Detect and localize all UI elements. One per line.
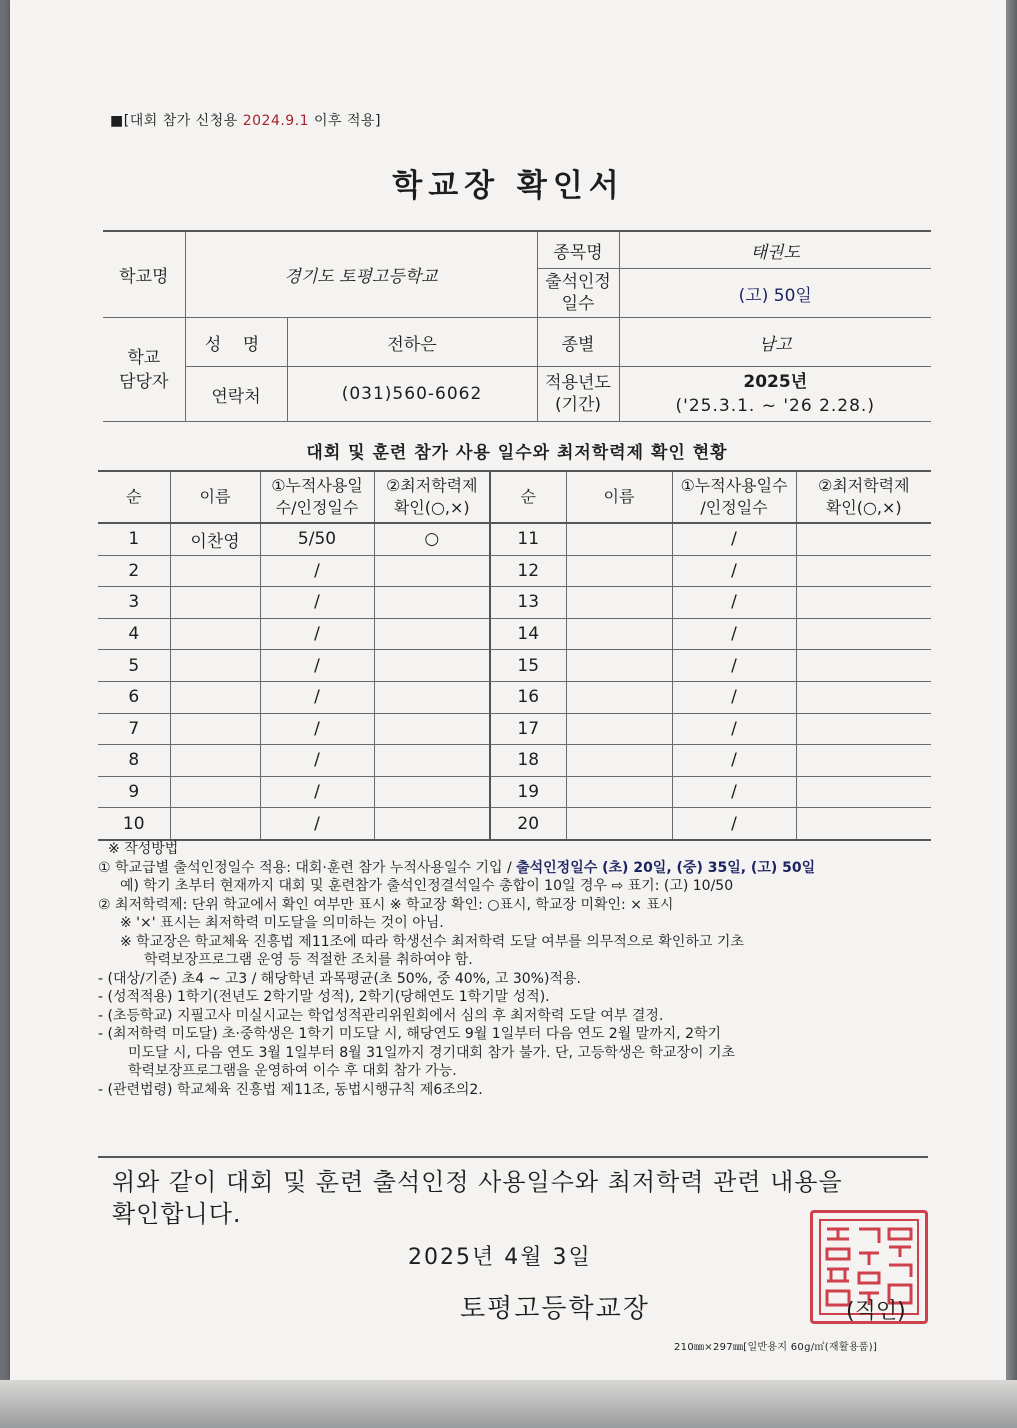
name-label: 성 명 <box>185 318 287 367</box>
cell-no: 11 <box>490 523 566 555</box>
division-value: 남고 <box>619 318 931 367</box>
cell-name <box>566 618 672 650</box>
cell-check <box>374 650 490 682</box>
cell-name <box>566 808 672 840</box>
notice-line <box>110 110 381 130</box>
document-title: 학교장 확인서 <box>392 168 625 204</box>
cell-days: / <box>260 776 374 808</box>
detail-below-minimum: - (최저학력 미도달) 초·중학생은 1학기 미도달 시, 해당연도 9월 1일부터 다음 연도 2월 말까지, 2학기 <box>98 1026 722 1042</box>
confirmation-line-2: 확인합니다. <box>112 1200 242 1228</box>
cell-name: 이찬영 <box>170 523 260 555</box>
cell-days: / <box>672 650 796 682</box>
cell-no: 1 <box>98 523 170 555</box>
cell-name <box>170 618 260 650</box>
detail-grades: - (성적적용) 1학기(전년도 2학기말 성적), 2학기(당해연도 1학기말 성적). <box>98 989 550 1005</box>
cell-name <box>566 650 672 682</box>
col-header-no-right: 순 <box>490 471 566 523</box>
period-value <box>619 367 931 422</box>
period-label: 적용년도 (기간) <box>537 367 619 422</box>
detail-below-minimum-cont1: 미도달 시, 다음 연도 3월 1일부터 8월 31일까지 경기대회 참가 불가. 단, 고등학생은 학교장이 기초 <box>128 1044 736 1061</box>
attendance-value: (고) 50일 <box>619 269 931 318</box>
col-header-name-right: 이름 <box>566 471 672 523</box>
cell-no: 19 <box>490 776 566 808</box>
notice-date: 2024.9.1 <box>242 113 310 129</box>
cell-days: 5/50 <box>260 523 374 555</box>
school-info-table <box>103 230 931 422</box>
cell-no: 17 <box>490 713 566 745</box>
notes-heading: ※ 작성방법 <box>108 841 179 857</box>
table-row <box>98 745 931 777</box>
student-status-table <box>98 470 931 841</box>
note-2-remark: ※ '×' 표시는 최저학력 미도달을 의미하는 것이 아님. <box>120 915 444 931</box>
cell-check <box>374 587 490 619</box>
cell-check <box>796 681 931 713</box>
cell-days: / <box>672 555 796 587</box>
staff-label: 학교 담당자 <box>103 318 185 422</box>
cell-no: 12 <box>490 555 566 587</box>
cell-no: 18 <box>490 745 566 777</box>
cell-days: / <box>260 555 374 587</box>
cell-days: / <box>260 650 374 682</box>
seal-mark-label: (직인) <box>846 1299 906 1324</box>
signature-name: 토평고등학교장 <box>460 1294 650 1324</box>
cell-check <box>374 808 490 840</box>
cell-name <box>170 776 260 808</box>
period-range: ('25.3.1. ~ '26 2.28.) <box>675 396 875 416</box>
note-2: ② 최저학력제: 단위 학교에서 확인 여부만 표시 ※ 학교장 확인: ○표시, 학교장 미확인: × 표시 <box>98 896 674 913</box>
table-row <box>98 618 931 650</box>
cell-name <box>566 681 672 713</box>
cell-days: / <box>672 808 796 840</box>
cell-check <box>796 523 931 555</box>
cell-days: / <box>260 681 374 713</box>
cell-name <box>170 713 260 745</box>
cell-days: / <box>260 587 374 619</box>
period-year: 2025년 <box>743 372 808 392</box>
cell-check <box>796 776 931 808</box>
cell-no: 20 <box>490 808 566 840</box>
cell-name <box>170 681 260 713</box>
cell-name <box>170 745 260 777</box>
attendance-label: 출석인정 일수 <box>537 269 619 318</box>
cell-days: / <box>672 713 796 745</box>
cell-no: 16 <box>490 681 566 713</box>
cell-days: / <box>672 745 796 777</box>
cell-check <box>796 587 931 619</box>
cell-check <box>374 681 490 713</box>
detail-law: - (관련법령) 학교체육 진흥법 제11조, 동법시행규칙 제6조의2. <box>98 1081 483 1098</box>
cell-no: 13 <box>490 587 566 619</box>
cell-days: / <box>672 618 796 650</box>
cell-days: / <box>260 745 374 777</box>
cell-days: / <box>672 776 796 808</box>
cell-days: / <box>260 618 374 650</box>
col-header-check-right: ②최저학력제 확인(○,×) <box>796 471 931 523</box>
paper-spec-footer: 210㎜×297㎜[일반용지 60g/㎡(재활용품)] <box>674 1342 878 1353</box>
cell-no: 14 <box>490 618 566 650</box>
col-header-name: 이름 <box>170 471 260 523</box>
detail-elementary: - (초등학교) 지필고사 미실시교는 학업성적관리위원회에서 심의 후 최저학력 도달 여부 결정. <box>98 1007 664 1024</box>
cell-check <box>796 650 931 682</box>
table-row <box>98 650 931 682</box>
confirmation-text <box>112 1166 843 1230</box>
note-1: ① 학교급별 출석인정일수 적용: 대회·훈련 참가 누적사용일수 기입 / 출석인정일수 (초) 20일, (중) 35일, (고) 50일 <box>98 859 816 876</box>
background-edge-bottom <box>0 1380 1017 1428</box>
table-row <box>98 587 931 619</box>
cell-check <box>374 713 490 745</box>
table-header-row <box>98 471 931 523</box>
table-row <box>98 681 931 713</box>
cell-days: / <box>260 808 374 840</box>
note-1-example: 예) 학기 초부터 현재까지 대회 및 훈련참가 출석인정결석일수 총합이 10일 경우 ⇨ 표기: (고) 10/50 <box>120 878 734 894</box>
cell-no: 7 <box>98 713 170 745</box>
cell-no: 15 <box>490 650 566 682</box>
cell-name <box>566 587 672 619</box>
contact-label: 연락처 <box>185 367 287 422</box>
table-row <box>98 713 931 745</box>
cell-no: 6 <box>98 681 170 713</box>
contact-value: (031)560-6062 <box>287 367 537 422</box>
cell-no: 4 <box>98 618 170 650</box>
sport-label: 종목명 <box>537 231 619 269</box>
cell-days: / <box>672 523 796 555</box>
cell-name <box>170 808 260 840</box>
detail-below-minimum-cont2: 학력보장프로그램을 운영하여 이수 후 대회 참가 가능. <box>128 1063 457 1079</box>
confirmation-line-1: 위와 같이 대회 및 훈련 출석인정 사용일수와 최저학력 관련 내용을 <box>112 1168 843 1196</box>
cell-no: 8 <box>98 745 170 777</box>
cell-check <box>374 618 490 650</box>
cell-no: 10 <box>98 808 170 840</box>
cell-check <box>796 713 931 745</box>
cell-name <box>566 776 672 808</box>
school-label: 학교명 <box>103 231 185 318</box>
table-row <box>98 555 931 587</box>
detail-target: - (대상/기준) 초4 ~ 고3 / 해당학년 과목평균(초 50%, 중 40%, 고 30%)적용. <box>98 970 581 987</box>
cell-name <box>566 555 672 587</box>
notice-suffix: 이후 적용] <box>309 113 382 129</box>
cell-check <box>796 808 931 840</box>
col-header-no: 순 <box>98 471 170 523</box>
notice-prefix: ■[대회 참가 신청용 <box>110 113 243 129</box>
section-title: 대회 및 훈련 참가 사용 일수와 최저학력제 확인 현황 <box>306 443 728 463</box>
cell-days: / <box>260 713 374 745</box>
cell-name <box>566 523 672 555</box>
cell-check: ○ <box>374 523 490 555</box>
sport-value: 태권도 <box>619 231 931 269</box>
cell-no: 3 <box>98 587 170 619</box>
background-edge <box>1006 0 1017 1428</box>
cell-days: / <box>672 587 796 619</box>
table-row <box>98 776 931 808</box>
cell-check <box>374 776 490 808</box>
col-header-days: ①누적사용일 수/인정일수 <box>260 471 374 523</box>
table-row <box>98 523 931 555</box>
cell-check <box>374 555 490 587</box>
instructions <box>98 840 928 1099</box>
cell-name <box>566 713 672 745</box>
cell-days: / <box>672 681 796 713</box>
cell-name <box>170 555 260 587</box>
col-header-check: ②최저학력제 확인(○,×) <box>374 471 490 523</box>
cell-name <box>170 650 260 682</box>
cell-check <box>796 555 931 587</box>
cell-no: 9 <box>98 776 170 808</box>
col-header-days-right: ①누적사용일수 /인정일수 <box>672 471 796 523</box>
divider <box>98 1156 928 1158</box>
cell-no: 2 <box>98 555 170 587</box>
cell-name <box>170 587 260 619</box>
division-label: 종별 <box>537 318 619 367</box>
cell-check <box>374 745 490 777</box>
table-row <box>98 808 931 840</box>
cell-check <box>796 745 931 777</box>
cell-name <box>566 745 672 777</box>
note-2-principal-cont: 학력보장프로그램 운영 등 적절한 조치를 취하여야 함. <box>144 952 473 968</box>
cell-check <box>796 618 931 650</box>
signature-date: 2025년 4월 3일 <box>408 1245 592 1270</box>
note-2-principal: ※ 학교장은 학교체육 진흥법 제11조에 따라 학생선수 최저학력 도달 여부를 의무적으로 확인하고 기초 <box>120 933 744 950</box>
cell-no: 5 <box>98 650 170 682</box>
school-value: 경기도 토평고등학교 <box>185 231 537 318</box>
name-value: 전하은 <box>287 318 537 367</box>
